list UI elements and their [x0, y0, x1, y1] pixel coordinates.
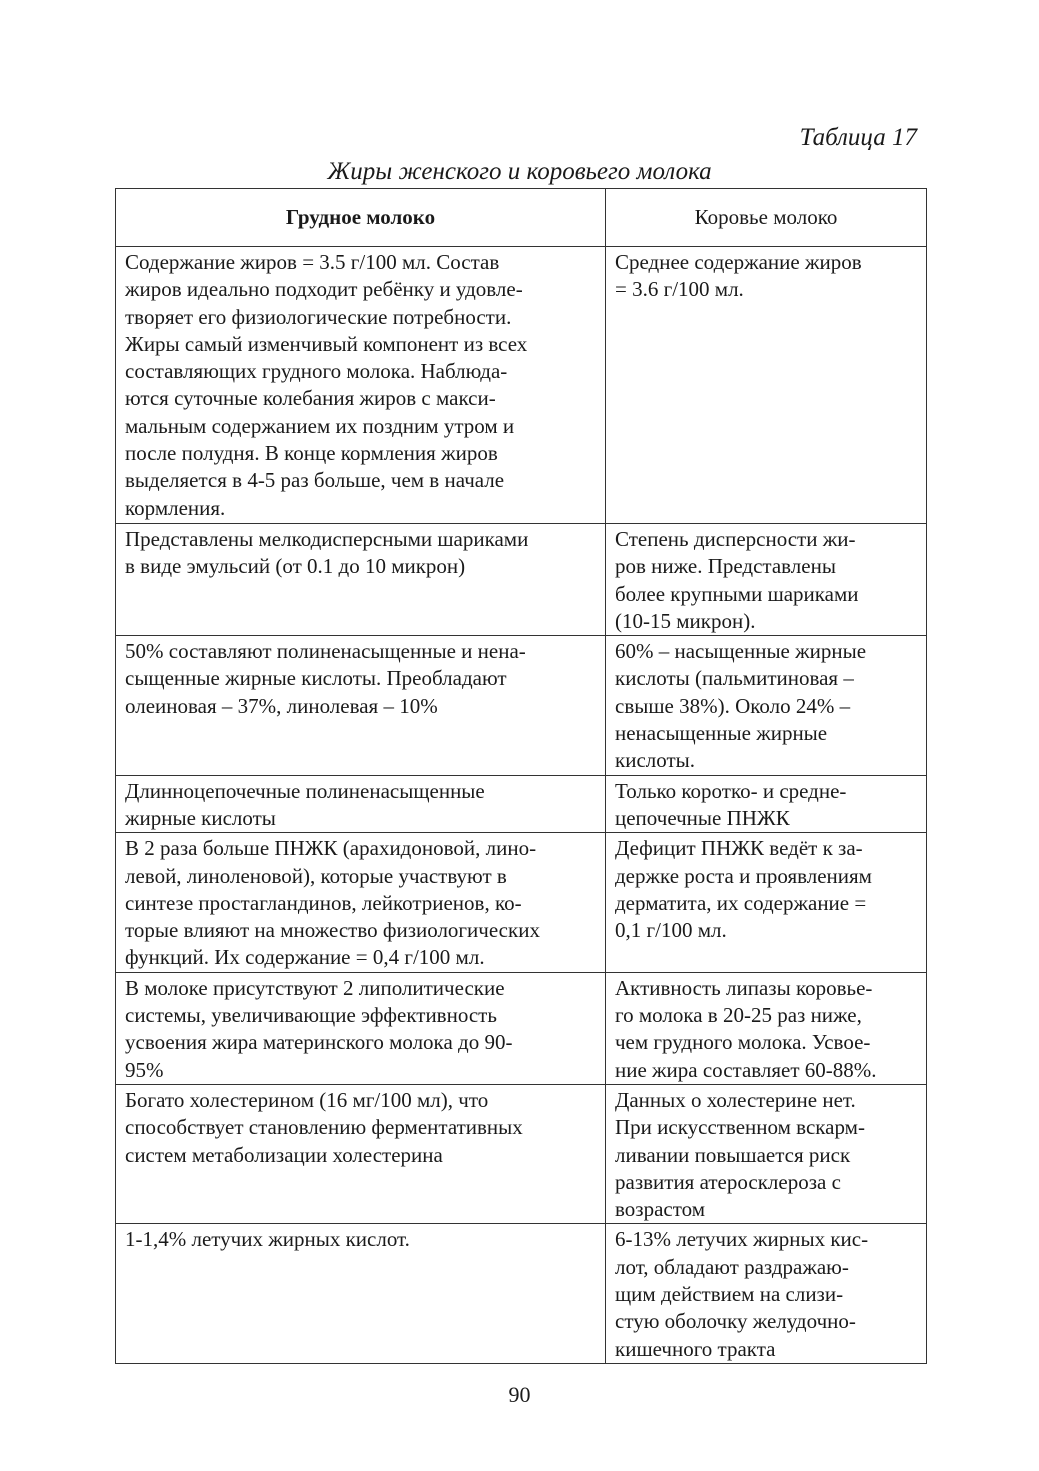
cell-cow-milk [606, 636, 927, 775]
cell-text-line: синтезе простагландинов, лейкотриенов, ко- [125, 890, 522, 915]
cell-text-line: кислоты (пальмитиновая – [615, 666, 854, 691]
cell-text-line: системы, увеличивающие эффективность [125, 1003, 497, 1028]
cell-text-line: систем метаболизации холестерина [125, 1142, 443, 1167]
cell-text-line: усвоения жира материнского молока до 90- [125, 1030, 513, 1055]
table-row [116, 833, 927, 972]
header-breast-milk: Грудное молоко [116, 189, 606, 247]
cell-text-line: 1-1,4% летучих жирных кислот. [125, 1227, 410, 1252]
cell-text-line: Богато холестерином (16 мг/100 мл), что [125, 1087, 489, 1112]
cell-breast-milk [116, 1084, 606, 1223]
cell-text-line: ются суточные колебания жиров с макси- [125, 386, 496, 411]
cell-text-line: ливании повышается риск [615, 1142, 851, 1167]
cell-breast-milk [116, 636, 606, 775]
cell-text-line: выделяется в 4-5 раз больше, чем в начале [125, 468, 505, 493]
cell-text-line: Активность липазы коровье- [615, 975, 873, 1000]
cell-text-line: более крупными шариками [615, 581, 859, 606]
cell-text-line: чем грудного молока. Усвое- [615, 1030, 871, 1055]
cell-text-line: возрастом [615, 1197, 705, 1222]
cell-breast-milk [116, 775, 606, 833]
cell-text-line: 60% – насыщенные жирные [615, 639, 867, 664]
cell-text-line: цепочечные ПНЖК [615, 805, 790, 830]
table-caption: Жиры женского и коровьего молока [327, 158, 712, 185]
cell-text-line: составляющих грудного молока. Наблюда- [125, 359, 508, 384]
cell-text-line: мальным содержанием их поздним утром и [125, 413, 515, 438]
cell-text-line: творяет его физиологические потребности. [125, 304, 512, 329]
cell-text-line: кислоты. [615, 748, 696, 773]
cell-breast-milk [116, 972, 606, 1084]
cell-text-line: го молока в 20-25 раз ниже, [615, 1003, 862, 1028]
cell-text-line: (10-15 микрон). [615, 608, 756, 633]
cell-text-line: кишечного тракта [615, 1336, 776, 1361]
cell-breast-milk [116, 247, 606, 524]
cell-breast-milk [116, 833, 606, 972]
table-row [116, 775, 927, 833]
cell-text-line: щим действием на слизи- [615, 1282, 844, 1307]
cell-text-line: лот, обладают раздражаю- [615, 1254, 849, 1279]
cell-text-line: торые влияют на множество физиологических [125, 918, 540, 943]
cell-text-line: В молоке присутствуют 2 липолитические [125, 975, 505, 1000]
cell-text-line: 0,1 г/100 мл. [615, 918, 727, 943]
cell-cow-milk [606, 1224, 927, 1363]
cell-text-line: развития атеросклероза с [615, 1169, 841, 1194]
cell-cow-milk [606, 775, 927, 833]
cell-text-line: Данных о холестерине нет. [615, 1087, 856, 1112]
table-row [116, 247, 927, 524]
page-number: 90 [508, 1382, 531, 1407]
cell-text-line: сыщенные жирные кислоты. Преобладают [125, 666, 507, 691]
cell-text-line: жирные кислоты [125, 805, 276, 830]
cell-cow-milk [606, 1084, 927, 1223]
table-row [116, 524, 927, 636]
cell-breast-milk [116, 1224, 606, 1363]
cell-text-line: Среднее содержание жиров [615, 250, 862, 274]
cell-text-line: Только коротко- и средне- [615, 778, 847, 803]
cell-text-line: олеиновая – 37%, линолевая – 10% [125, 693, 438, 718]
cell-text-line: Дефицит ПНЖК ведёт к за- [615, 836, 863, 861]
cell-cow-milk [606, 833, 927, 972]
table-row [116, 1084, 927, 1223]
cell-cow-milk [606, 972, 927, 1084]
cell-text-line: после полудня. В конце кормления жиров [125, 441, 498, 466]
cell-text-line: ние жира составляет 60-88%. [615, 1057, 877, 1082]
cell-text-line: держке роста и проявлениям [615, 863, 872, 888]
cell-cow-milk [606, 247, 927, 524]
cell-text-line: в виде эмульсий (от 0.1 до 10 микрон) [125, 554, 466, 579]
cell-text-line: левой, линоленовой), которые участвуют в [125, 863, 507, 888]
fats-comparison-table [115, 188, 927, 1364]
table-row [116, 636, 927, 775]
cell-text-line: Содержание жиров = 3.5 г/100 мл. Состав [125, 250, 500, 274]
cell-text-line: Длинноцепочечные полиненасыщенные [125, 778, 485, 803]
table-row [116, 1224, 927, 1363]
cell-text-line: Жиры самый изменчивый компонент из всех [125, 331, 528, 356]
cell-text-line: свыше 38%). Около 24% – [615, 693, 851, 718]
cell-text-line: функций. Их содержание = 0,4 г/100 мл. [125, 945, 485, 970]
table-header-row [116, 189, 927, 247]
cell-text-line: кормления. [125, 495, 226, 520]
cell-cow-milk [606, 524, 927, 636]
cell-text-line: стую оболочку желудочно- [615, 1309, 856, 1334]
cell-text-line: дерматита, их содержание = [615, 890, 867, 915]
cell-breast-milk [116, 524, 606, 636]
cell-text-line: ненасыщенные жирные [615, 721, 828, 746]
header-cow-milk: Коровье молоко [606, 189, 927, 247]
cell-text-line: 6-13% летучих жирных кис- [615, 1227, 869, 1252]
table-number-label: Таблица 17 [799, 124, 917, 151]
table-row [116, 972, 927, 1084]
table-body [116, 247, 927, 1364]
cell-text-line: Представлены мелкодисперсными шариками [125, 527, 529, 551]
cell-text-line: 50% составляют полиненасыщенные и нена- [125, 639, 526, 664]
cell-text-line: 95% [125, 1057, 164, 1082]
cell-text-line: = 3.6 г/100 мл. [615, 277, 744, 302]
cell-text-line: ров ниже. Представлены [615, 554, 836, 579]
cell-text-line: способствует становлению ферментативных [125, 1115, 523, 1140]
cell-text-line: В 2 раза больше ПНЖК (арахидоновой, лино- [125, 836, 537, 861]
cell-text-line: жиров идеально подходит ребёнку и удовле- [125, 277, 523, 302]
cell-text-line: Степень дисперсности жи- [615, 527, 856, 551]
cell-text-line: При искусственном вскарм- [615, 1115, 865, 1140]
